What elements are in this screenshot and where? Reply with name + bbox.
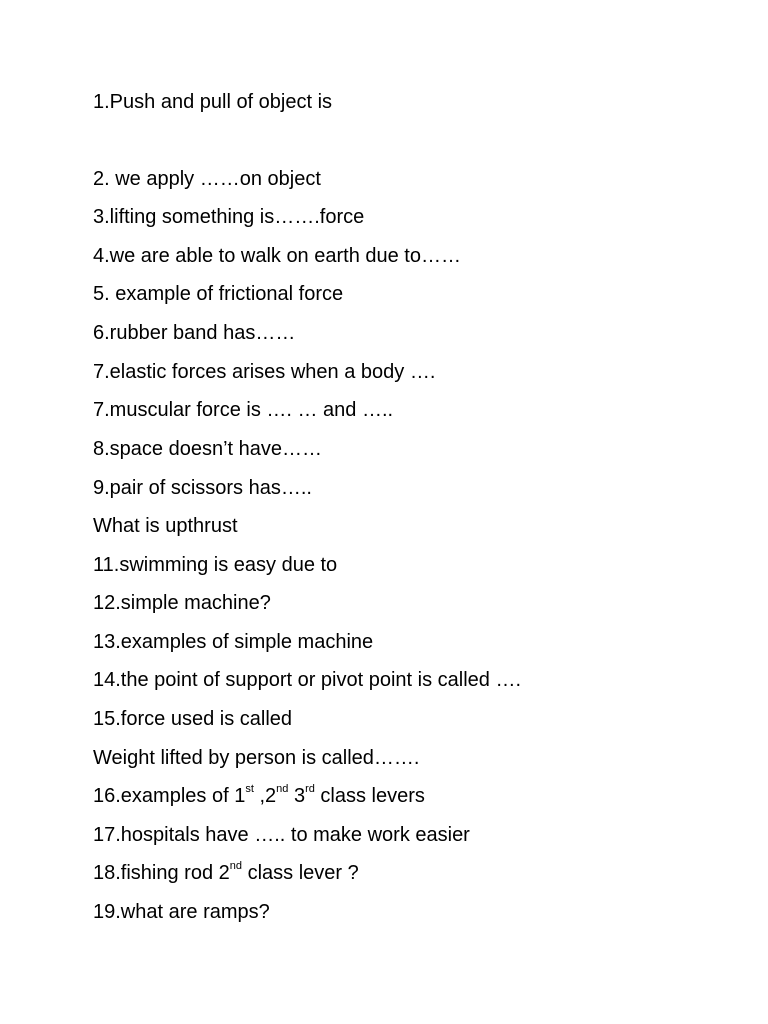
q18-text-2: class lever ? [242,862,359,884]
question-18 [93,861,359,885]
question-19: 19.what are ramps? [93,901,270,923]
question-weight-lifted: Weight lifted by person is called……. [93,747,420,769]
question-14: 14.the point of support or pivot point is called …. [93,669,522,691]
question-9: 9.pair of scissors has….. [93,477,312,499]
question-16 [93,784,425,808]
q16-text-1: 16.examples of 1 [93,785,246,807]
q18-text-1: 18.fishing rod 2 [93,862,230,884]
question-4: 4.we are able to walk on earth due to…… [93,245,461,267]
q16-text-3: 3 [288,785,306,807]
q18-sup-1: nd [229,860,243,873]
question-2: 2. we apply ……on object [93,168,321,190]
question-upthrust: What is upthrust [93,515,238,537]
question-7b: 7.muscular force is …. … and ….. [93,399,394,421]
q16-sup-2: nd [276,783,289,796]
question-3: 3.lifting something is…….force [93,206,365,228]
question-5: 5. example of frictional force [93,283,344,305]
question-6: 6.rubber band has…… [93,322,296,344]
question-13: 13.examples of simple machine [93,631,374,653]
q16-text-2: ,2 [253,785,277,807]
question-7a: 7.elastic forces arises when a body …. [93,361,436,383]
question-11: 11.swimming is easy due to [93,554,338,576]
question-15: 15.force used is called [93,708,293,730]
question-1: 1.Push and pull of object is [93,91,333,113]
question-8: 8.space doesn’t have…… [93,438,323,460]
question-12: 12.simple machine? [93,592,271,614]
q16-sup-3: rd [305,783,315,796]
question-17: 17.hospitals have ….. to make work easier [93,824,470,846]
q16-text-4: class levers [314,785,425,807]
q16-sup-1: st [245,783,254,796]
